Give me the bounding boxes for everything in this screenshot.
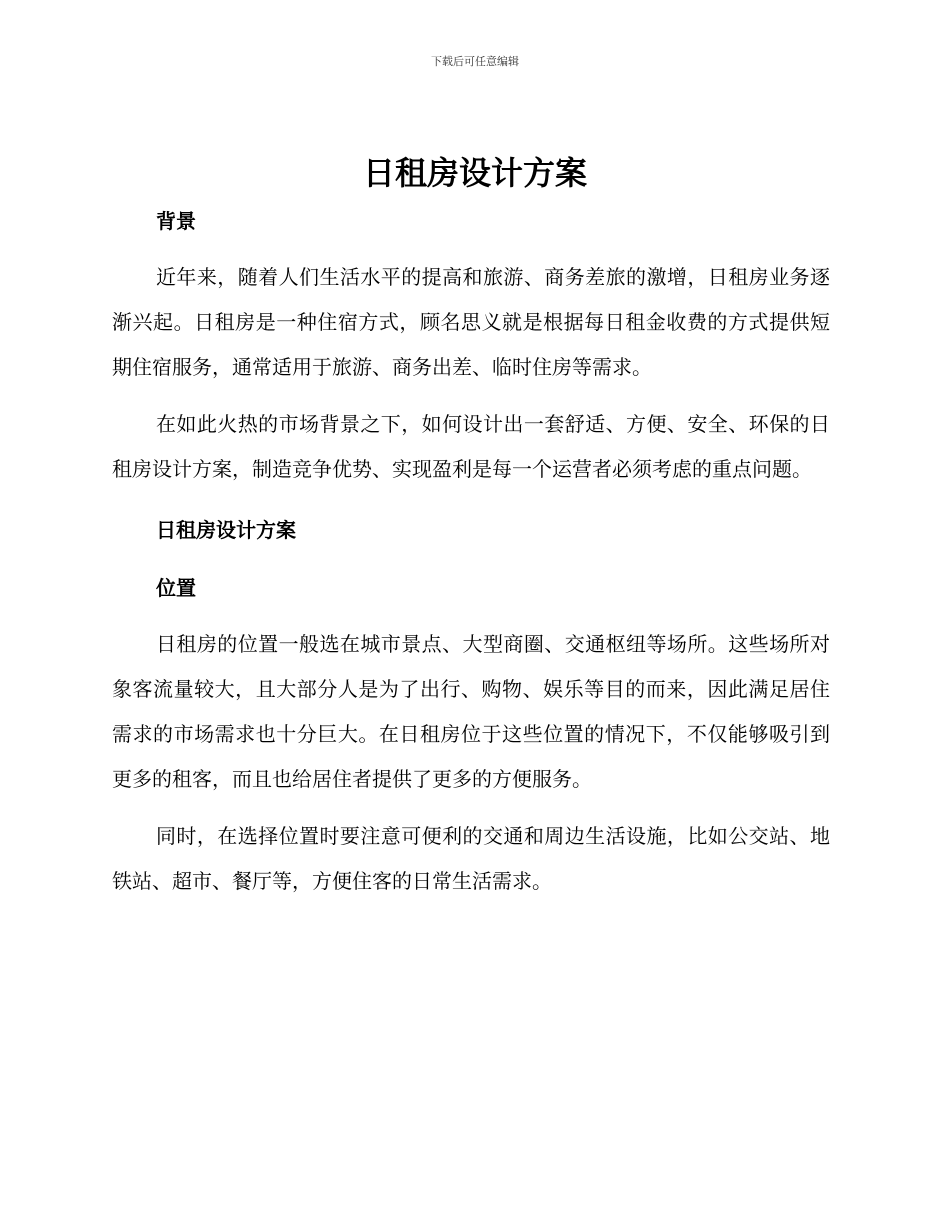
background-paragraph-2: 在如此火热的市场背景之下，如何设计出一套舒适、方便、安全、环保的日租房设计方案，制造竞争优势、实现盈利是每一个运营者必须考虑的重点问题。 [112, 412, 830, 481]
section-heading-location: 位置 [156, 576, 196, 600]
document-body [112, 198, 830, 904]
page-header-note: 下载后可任意编辑 [431, 55, 519, 68]
section-heading-plan: 日租房设计方案 [156, 518, 296, 542]
section-heading-background: 背景 [156, 209, 196, 233]
document-title: 日租房设计方案 [362, 154, 587, 192]
background-paragraph-1: 近年来，随着人们生活水平的提高和旅游、商务差旅的激增，日租房业务逐渐兴起。日租房是一种住宿方式，顾名思义就是根据每日租金收费的方式提供短期住宿服务，通常适用于旅游、商务出差、临时住房等需求。 [112, 265, 830, 379]
location-paragraph-1: 日租房的位置一般选在城市景点、大型商圈、交通枢纽等场所。这些场所对象客流量较大，且大部分人是为了出行、购物、娱乐等目的而来，因此满足居住需求的市场需求也十分巨大。在日租房位于这些位置的情况下，不仅能够吸引到更多的租客，而且也给居住者提供了更多的方便服务。 [112, 632, 830, 791]
location-paragraph-2: 同时，在选择位置时要注意可便利的交通和周边生活设施，比如公交站、地铁站、超市、餐厅等，方便住客的日常生活需求。 [112, 824, 830, 893]
